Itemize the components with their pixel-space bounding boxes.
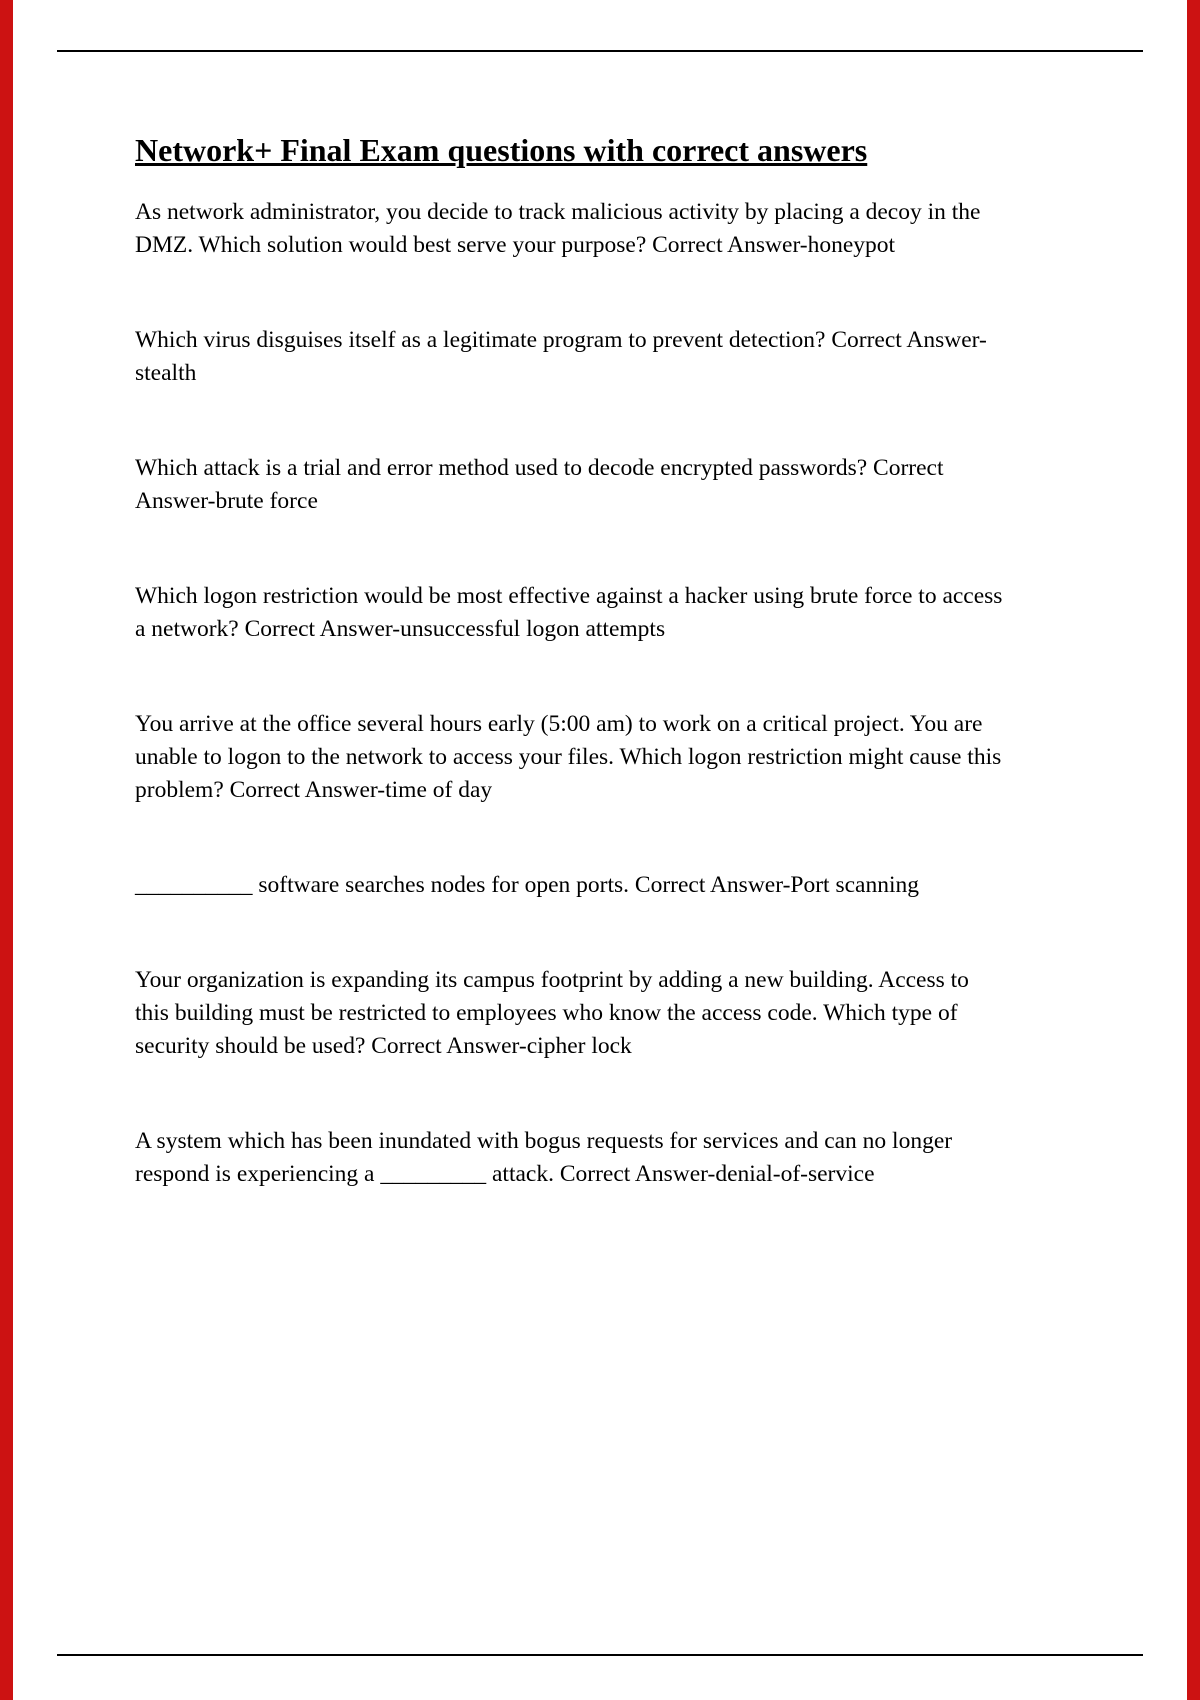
qa-paragraph: Your organization is expanding its campus footprint by adding a new building. Access to this building must be restricted to employees who know the access code. Which type of security should be used? Correct Answer-cipher lock: [135, 967, 975, 1059]
qa-paragraph: Which attack is a trial and error method used to decode encrypted passwords? Correct Answer-brute force: [135, 455, 949, 514]
bottom-horizontal-rule: [57, 1654, 1143, 1656]
qa-paragraph: Which logon restriction would be most effective against a hacker using brute force to access a network? Correct Answer-unsuccessful logon attempts: [135, 583, 1009, 642]
qa-paragraph: A system which has been inundated with bogus requests for services and can no longer respond is experiencing a _________ attack. Correct Answer-denial-of-service: [135, 1128, 958, 1187]
top-horizontal-rule: [57, 50, 1143, 52]
right-border-strip: [1187, 0, 1200, 1700]
page-title: Network+ Final Exam questions with correct answers: [135, 132, 868, 168]
qa-paragraph: You arrive at the office several hours early (5:00 am) to work on a critical project. You are unable to logon to the network to access your files. Which logon restriction might cause this problem? Correct Answer-time of day: [135, 711, 1008, 803]
document-content: [135, 130, 1007, 1253]
qa-paragraph: As network administrator, you decide to track malicious activity by placing a decoy in the DMZ. Which solution would best serve your purpose? Correct Answer-honeypot: [135, 199, 987, 258]
qa-list: [135, 196, 1007, 1191]
qa-paragraph: __________ software searches nodes for open ports. Correct Answer-Port scanning: [135, 872, 919, 898]
left-border-strip: [0, 0, 13, 1700]
qa-paragraph: Which virus disguises itself as a legitimate program to prevent detection? Correct Answer-stealth: [135, 327, 987, 386]
